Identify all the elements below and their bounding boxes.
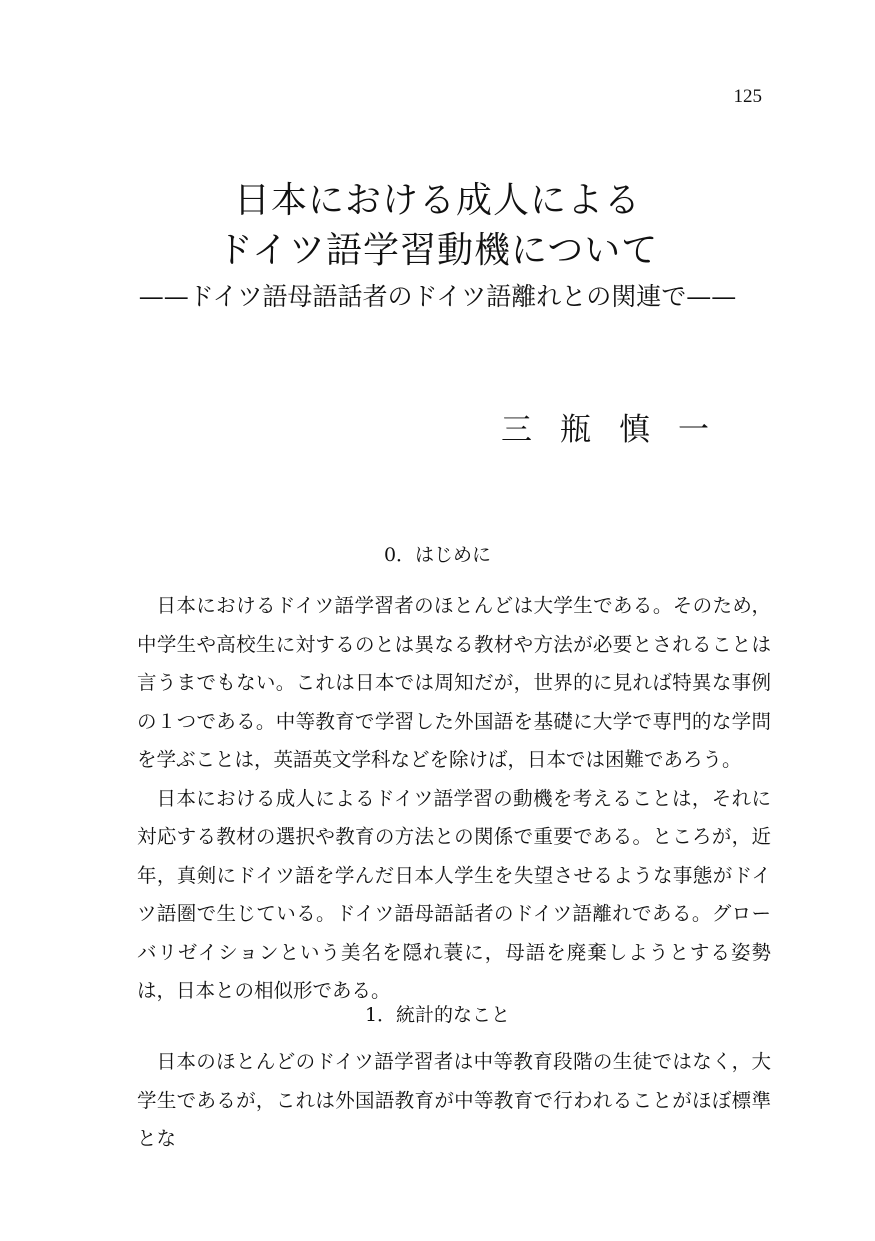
title-line-2: ドイツ語学習動機について (216, 230, 659, 271)
section-body-statistics (137, 1043, 771, 1159)
paragraph: 日本のほとんどのドイツ語学習者は中等教育段階の生徒ではなく，大学生であるが，これは外国語教育が中等教育で行われることがほぼ標準とな (137, 1050, 771, 1150)
author-name: 三瓶慎一 (501, 412, 737, 448)
section-heading-statistics: 1．統計的なこと (364, 1004, 511, 1026)
subtitle: ——ドイツ語母語話者のドイツ語離れとの関連で—— (138, 282, 737, 311)
title-block (0, 176, 875, 314)
section-body-introduction (137, 587, 771, 1011)
section-heading-introduction: 0．はじめに (383, 544, 492, 566)
paragraph: 日本における成人によるドイツ語学習の動機を考えることは，それに対応する教材の選択や教育の方法との関係で重要である。ところが，近年，真剣にドイツ語を学んだ日本人学生を失望させるような事態がドイツ語圏で生じている。ドイツ語母語話者のドイツ語離れである。グローバリゼイションという美名を隠れ蓑に，母語を廃棄しようとする姿勢は，日本との相似形である。 (137, 786, 771, 1002)
paragraph: 日本におけるドイツ語学習者のほとんどは大学生である。そのため，中学生や高校生に対するのとは異なる教材や方法が必要とされることは言うまでもない。これは日本では周知だが，世界的に見れば特異な事例の１つである。中等教育で学習した外国語を基礎に大学で専門的な学問を学ぶことは，英語英文学科などを除けば，日本では困難であろう。 (137, 594, 771, 771)
page-number: 125 (733, 86, 762, 107)
title-line-1: 日本における成人による (233, 180, 641, 221)
